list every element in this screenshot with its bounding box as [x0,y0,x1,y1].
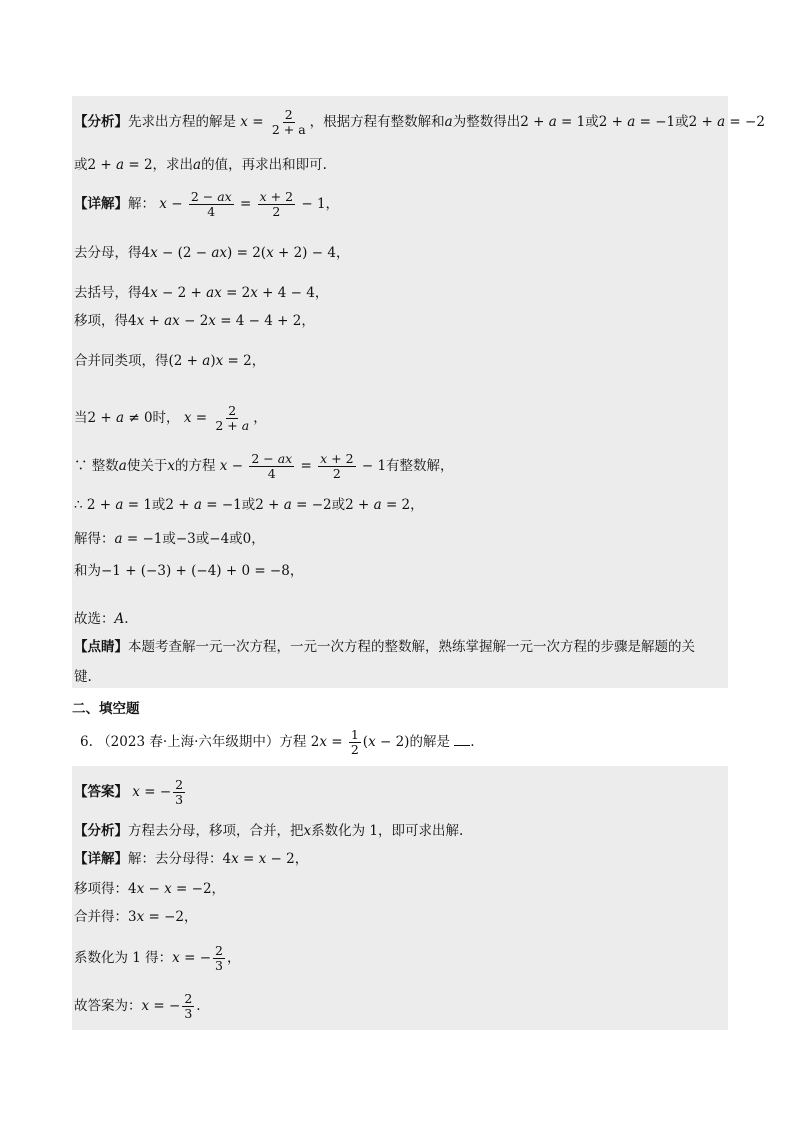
analysis-6: 【分析】方程去分母，移项，合并，把x系数化为 1，即可求出解. [74,823,464,839]
fraction: $\frac{2}{2 + a}$ [271,107,306,137]
detail-6-step1: 【详解】解：去分母得：4x = x − 2， [74,851,309,867]
detail-6-step3: 合并得：3x = −2， [74,909,198,925]
step-move-terms: 移项，得4x + ax − 2x = 4 − 4 + 2， [74,313,315,329]
question-6: 6. （2023 春·上海·六年级期中）方程 2x = $\frac{1}{2}$ (x − 2)的解是 . [80,727,475,757]
step-remove-brackets: 去括号，得4x − 2 + ax = 2x + 4 − 4， [74,285,329,301]
step-solve: 解得：a = −1或−3或−4或0， [74,531,265,547]
comment-line-2: 键. [74,669,92,685]
step-remove-denominator: 去分母，得4x − (2 − ax) = 2(x + 2) − 4， [74,245,350,261]
comment-line-1: 【点睛】本题考查解一元一次方程，一元一次方程的整数解，熟练掌握解一元一次方程的步骤是解题的关 [74,639,695,655]
analysis-line-1: 【分析】先求出方程的解是 x = $\frac{2}{2 + a}$ ，根据方程有整数解和a为整数得出2 + a = 1或2 + a = −1或2 + a = −2 [74,107,765,137]
answer-6: 【答案】 x = − $\frac{2}{3}$ [74,777,184,807]
solution-box-q5 [72,96,728,688]
step-choice: 故选：A. [74,611,129,627]
analysis-line-2: 或2 + a = 2，求出a的值，再求出和即可. [74,157,327,173]
answer-blank[interactable] [454,733,470,746]
step-because: ∵ 整数a使关于x的方程 x − $\frac{2 - ax}{4}$ = $\frac{x + 2}{2}$ − 1有整数解， [74,451,454,481]
section-title: 二、填空题 [72,701,140,717]
detail-6-step5: 故答案为：x = − $\frac{2}{3}$ . [74,991,201,1021]
step-therefore: ∴ 2 + a = 1或2 + a = −1或2 + a = −2或2 + a = 2， [74,497,424,513]
detail-6-step4: 系数化为 1 得：x = − $\frac{2}{3}$ ， [74,943,241,973]
step-when: 当2 + a ≠ 0时， x = $\frac{2}{2 + a}$ ， [74,403,267,433]
detail-line: 【详解】解： x − $\frac{2 - ax}{4}$ = $\frac{x + 2}{2}$ − 1， [74,189,340,219]
step-sum: 和为−1 + (−3) + (−4) + 0 = −8， [74,563,304,579]
detail-6-step2: 移项得：4x − x = −2， [74,881,226,897]
step-combine: 合并同类项，得(2 + a)x = 2， [74,353,266,369]
